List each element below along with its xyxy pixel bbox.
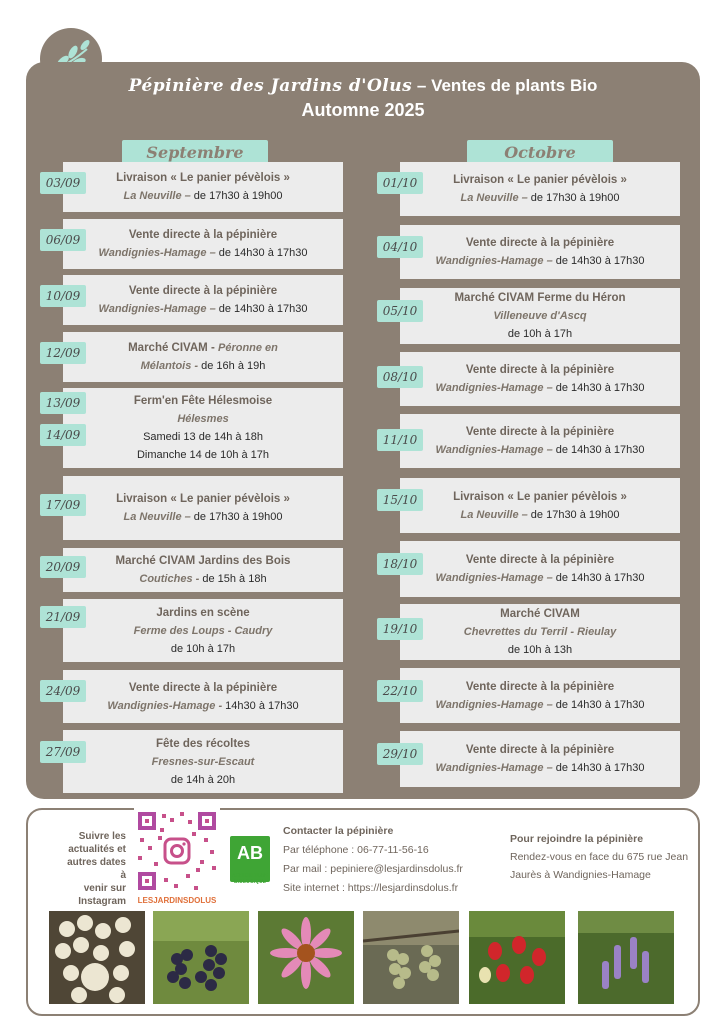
contact-website[interactable]: Site internet : https://lesjardinsdolus.fr xyxy=(283,882,459,894)
month-header-october: Octobre xyxy=(467,140,613,166)
instagram-follow-text: Suivre les actualités et autres dates à venir sur Instagram xyxy=(67,831,126,907)
event-location: Wandignies-Hamage – de 14h30 à 17h30 xyxy=(435,698,645,711)
october-date-tag: 05/10 xyxy=(377,300,423,322)
event-title: Marché CIVAM - Péronne en xyxy=(128,342,278,354)
september-date-tag: 20/09 xyxy=(40,556,86,578)
september-event-card xyxy=(63,599,343,662)
event-title: Vente directe à la pépinière xyxy=(465,364,615,376)
contact-phone[interactable]: Par téléphone : 06-77-11-56-16 xyxy=(283,844,429,856)
echinacea-flower-photo xyxy=(258,911,354,1004)
event-title: Livraison « Le panier pévèlois » xyxy=(453,490,627,503)
september-event-card xyxy=(63,730,343,793)
event-title: Jardins en scène xyxy=(156,606,250,619)
september-event-card xyxy=(63,332,343,382)
october-date-tag: 08/10 xyxy=(377,366,423,388)
event-hours: de 14h à 20h xyxy=(170,773,236,786)
event-title: Vente directe à la pépinière xyxy=(128,681,278,694)
october-event-card xyxy=(400,414,680,468)
october-event-card xyxy=(400,604,680,660)
event-location: Wandignies-Hamage – de 14h30 à 17h30 xyxy=(435,382,645,394)
contact-mail[interactable]: Par mail : pepiniere@lesjardinsdolus.fr xyxy=(283,863,463,875)
october-event-card xyxy=(400,352,680,406)
event-title: Marché CIVAM xyxy=(500,608,580,620)
green-grapes-photo xyxy=(363,911,459,1004)
october-event-card xyxy=(400,731,680,787)
event-title: Livraison « Le panier pévèlois » xyxy=(116,493,290,505)
event-title: Vente directe à la pépinière xyxy=(465,426,615,438)
event-location: Mélantois - de 16h à 19h xyxy=(140,360,266,372)
month-header-september: Septembre xyxy=(122,140,268,166)
september-date-tag: 03/09 xyxy=(40,172,86,194)
event-hours: de 10h à 17h xyxy=(170,642,236,655)
october-date-tag: 11/10 xyxy=(377,429,423,451)
event-location: Fresnes-sur-Escaut xyxy=(151,755,255,768)
september-date-tag: 14/09 xyxy=(40,424,86,446)
october-date-tag: 04/10 xyxy=(377,236,423,258)
event-title: Vente directe à la pépinière xyxy=(465,744,615,756)
event-location: Hélesmes xyxy=(177,413,229,425)
ab-organic-logo: AB xyxy=(230,836,270,882)
event-hours: Samedi 13 de 14h à 18h xyxy=(143,431,263,443)
event-location: Wandignies-Hamage – de 14h30 à 17h30 xyxy=(435,572,645,584)
white-currants-photo xyxy=(49,911,145,1004)
event-title: Vente directe à la pépinière xyxy=(465,554,615,566)
event-location: La Neuville – de 17h30 à 19h00 xyxy=(123,511,283,523)
september-date-tag: 17/09 xyxy=(40,494,86,516)
october-event-card xyxy=(400,478,680,533)
september-event-card xyxy=(63,219,343,269)
directions-text: Rendez-vous en face du 675 rue Jean Jaurès à Wandignies-Hamage xyxy=(510,851,689,881)
september-date-tag: 10/09 xyxy=(40,285,86,307)
event-title: Marché CIVAM Ferme du Héron xyxy=(454,292,626,304)
title-nursery-name: Pépinière des Jardins d'Olus xyxy=(128,76,413,96)
event-location: Wandignies-Hamage - 14h30 à 17h30 xyxy=(107,699,299,712)
event-title: Livraison « Le panier pévèlois » xyxy=(116,172,290,184)
october-event-card xyxy=(400,288,680,344)
event-title: Livraison « Le panier pévèlois » xyxy=(453,174,627,186)
directions-block xyxy=(510,830,700,884)
event-title: Vente directe à la pépinière xyxy=(128,285,278,297)
instagram-handle: LESJARDINSDOLUS xyxy=(137,896,217,905)
september-event-card xyxy=(63,476,343,540)
event-hours: de 10h à 17h xyxy=(507,328,573,340)
event-location: Villeneuve d'Ascq xyxy=(493,310,587,322)
october-event-card xyxy=(400,668,680,723)
october-date-tag: 18/10 xyxy=(377,553,423,575)
event-title: Ferm'en Fête Hélesmoise xyxy=(133,395,273,407)
september-date-tag: 06/09 xyxy=(40,229,86,251)
event-title: Marché CIVAM Jardins des Bois xyxy=(115,555,291,567)
event-location: Wandignies-Hamage – de 14h30 à 17h30 xyxy=(98,303,308,315)
september-date-tag: 27/09 xyxy=(40,741,86,763)
event-location: Wandignies-Hamage – de 14h30 à 17h30 xyxy=(435,255,645,267)
october-event-card xyxy=(400,541,680,597)
event-title: Fête des récoltes xyxy=(156,737,250,750)
event-location: Wandignies-Hamage – de 14h30 à 17h30 xyxy=(98,247,308,259)
directions-title: Pour rejoindre la pépinière xyxy=(510,833,644,845)
page-title xyxy=(26,76,700,96)
event-location: La Neuville – de 17h30 à 19h00 xyxy=(123,190,283,202)
ab-organic-label: AGRICULTURE BIOLOGIQUE xyxy=(231,873,268,885)
september-date-tag: 13/09 xyxy=(40,392,86,414)
event-title: Vente directe à la pépinière xyxy=(128,229,278,241)
event-location: La Neuville – de 17h30 à 19h00 xyxy=(460,192,620,204)
strawberries-photo xyxy=(469,911,565,1004)
event-title: Vente directe à la pépinière xyxy=(465,680,615,693)
instagram-qr-code[interactable] xyxy=(134,808,220,908)
event-location: Wandignies-Hamage – de 14h30 à 17h30 xyxy=(435,762,645,774)
september-date-tag: 21/09 xyxy=(40,606,86,628)
october-date-tag: 01/10 xyxy=(377,172,423,194)
october-date-tag: 22/10 xyxy=(377,680,423,702)
event-hours: Dimanche 14 de 10h à 17h xyxy=(136,449,270,461)
event-location: Ferme des Loups - Caudry xyxy=(133,624,273,637)
september-event-card xyxy=(63,275,343,325)
september-event-card xyxy=(63,548,343,592)
september-event-card xyxy=(63,162,343,212)
contact-title: Contacter la pépinière xyxy=(283,825,394,837)
event-location: Chevrettes du Terril - Rieulay xyxy=(463,626,617,638)
page-subtitle: Automne 2025 xyxy=(301,100,425,120)
october-date-tag: 15/10 xyxy=(377,489,423,511)
black-grapes-photo xyxy=(153,911,249,1004)
lavender-photo xyxy=(578,911,674,1004)
september-event-card xyxy=(63,388,343,468)
event-location: Wandignies-Hamage – de 14h30 à 17h30 xyxy=(435,444,645,456)
september-date-tag: 24/09 xyxy=(40,680,86,702)
event-hours: de 10h à 13h xyxy=(507,644,573,656)
october-date-tag: 19/10 xyxy=(377,618,423,640)
september-date-tag: 12/09 xyxy=(40,342,86,364)
title-rest: – Ventes de plants Bio xyxy=(412,76,598,95)
event-title: Vente directe à la pépinière xyxy=(465,237,615,249)
event-location: Coutiches - de 15h à 18h xyxy=(139,573,267,585)
october-event-card xyxy=(400,225,680,279)
contact-block xyxy=(283,822,463,898)
october-date-tag: 29/10 xyxy=(377,743,423,765)
september-event-card xyxy=(63,670,343,723)
october-event-card xyxy=(400,162,680,216)
event-location: La Neuville – de 17h30 à 19h00 xyxy=(460,508,620,521)
